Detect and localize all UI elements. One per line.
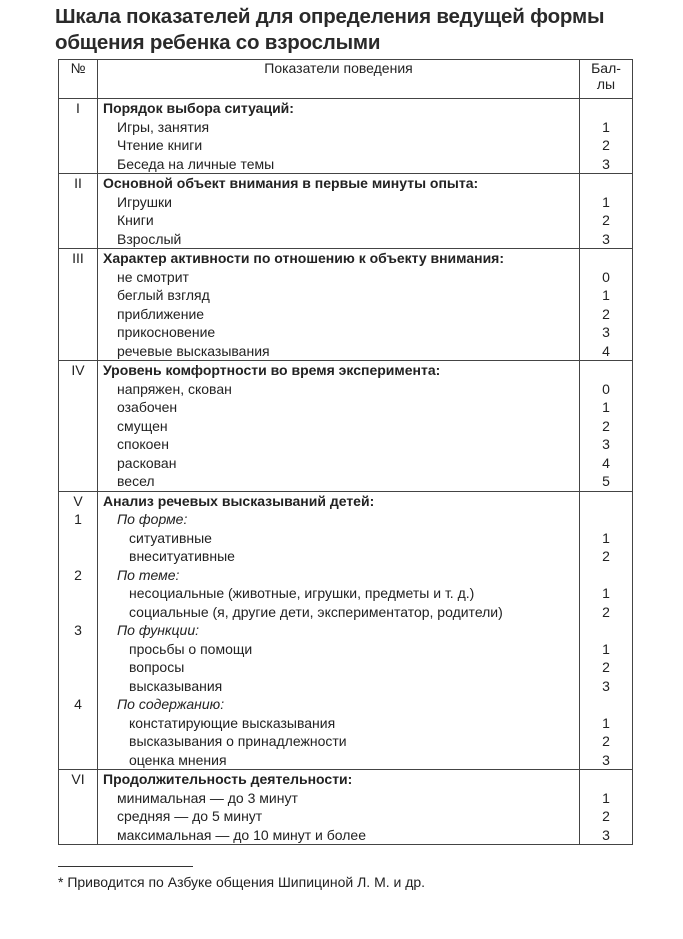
group-indicators-cell xyxy=(98,770,580,845)
indicators-table xyxy=(58,59,633,845)
indicator-label: средняя — до 5 минут xyxy=(117,808,263,824)
points-value: 3 xyxy=(602,324,610,340)
row-number xyxy=(59,547,97,566)
row-number xyxy=(59,603,97,622)
header-points xyxy=(580,60,633,99)
points-value: 3 xyxy=(602,751,610,768)
row-number xyxy=(59,230,97,249)
group-number: I xyxy=(76,100,80,116)
indicator-label: минимальная — до 3 минут xyxy=(117,789,298,806)
group-title: Характер активности по отношению к объекту внимания: xyxy=(103,250,505,266)
points-value: 4 xyxy=(602,454,610,471)
indicator-label: прикосновение xyxy=(117,324,216,340)
group-title-points-blank xyxy=(580,99,632,118)
points-value xyxy=(580,566,632,585)
group-number: III xyxy=(72,250,84,266)
subgroup-title: По функции: xyxy=(117,622,199,638)
row-number xyxy=(59,807,97,826)
group-points-cell xyxy=(580,249,633,361)
points-value: 2 xyxy=(602,212,610,228)
page-title: Шкала показателей для определения ведущей формы общения ребенка со взрослыми xyxy=(55,5,605,54)
indicator-label: раскован xyxy=(117,454,177,471)
indicator-label: озабочен xyxy=(117,399,178,415)
points-value: 2 xyxy=(602,733,610,749)
row-number xyxy=(59,454,97,473)
points-value: 2 xyxy=(602,808,610,824)
indicator-label: просьбы о помощи xyxy=(129,640,253,657)
row-number xyxy=(59,268,97,287)
row-number xyxy=(59,398,97,417)
subgroup-title: По форме: xyxy=(117,511,188,527)
indicator-label: вопросы xyxy=(129,659,185,675)
table-group xyxy=(59,770,633,845)
indicator-label: речевые высказывания xyxy=(117,342,270,359)
row-number xyxy=(59,118,97,137)
row-number xyxy=(59,714,97,733)
indicator-label: приближение xyxy=(117,305,205,322)
points-value: 1 xyxy=(602,714,610,731)
points-value xyxy=(580,695,632,714)
group-indicators-cell xyxy=(98,174,580,249)
row-number xyxy=(59,658,97,677)
group-title-points-blank xyxy=(580,174,632,193)
header-points-line2: лы xyxy=(596,76,616,92)
points-value: 1 xyxy=(602,789,610,806)
group-points-cell xyxy=(580,491,633,770)
points-value xyxy=(580,510,632,529)
group-title: Порядок выбора ситуаций: xyxy=(103,100,294,116)
table-group xyxy=(59,361,633,492)
indicator-label: оценка мнения xyxy=(129,751,227,768)
row-number xyxy=(59,472,97,491)
points-value: 2 xyxy=(602,603,610,620)
row-number: 3 xyxy=(74,622,82,638)
group-number-cell xyxy=(59,249,98,361)
group-title: Продолжительность деятельности: xyxy=(103,771,353,787)
indicator-label: Взрослый xyxy=(117,230,182,247)
indicator-label: ситуативные xyxy=(129,529,212,546)
points-value: 1 xyxy=(602,399,610,415)
group-title-points-blank xyxy=(580,361,632,380)
group-number: IV xyxy=(71,362,85,378)
indicator-label: Игрушки xyxy=(117,193,172,210)
row-number xyxy=(59,529,97,548)
row-number xyxy=(59,286,97,305)
row-number xyxy=(59,677,97,696)
points-value: 3 xyxy=(602,677,610,694)
group-indicators-cell xyxy=(98,99,580,174)
points-value: 2 xyxy=(602,137,610,153)
points-value: 2 xyxy=(602,305,610,322)
row-number xyxy=(59,751,97,770)
indicator-label: несоциальные (животные, игрушки, предметы и т. д.) xyxy=(129,585,475,601)
group-points-cell xyxy=(580,361,633,492)
group-number: V xyxy=(73,492,83,509)
indicator-label: высказывания xyxy=(129,677,223,694)
indicator-label: социальные (я, другие дети, экспериментатор, родители) xyxy=(129,603,503,620)
table-group xyxy=(59,249,633,361)
subgroup-title: По содержанию: xyxy=(117,696,225,712)
indicator-label: максимальная — до 10 минут и более xyxy=(117,826,366,843)
indicator-label: высказывания о принадлежности xyxy=(129,733,347,749)
indicator-label: смущен xyxy=(117,417,168,434)
group-number-cell xyxy=(59,174,98,249)
group-indicators-cell xyxy=(98,249,580,361)
indicator-label: не смотрит xyxy=(117,268,189,285)
points-value: 1 xyxy=(602,193,610,210)
points-value: 2 xyxy=(602,548,610,564)
indicator-label: Беседа на личные темы xyxy=(117,155,275,172)
group-indicators-cell xyxy=(98,491,580,770)
group-number: VI xyxy=(71,771,85,787)
table-header-row xyxy=(59,60,633,99)
row-number xyxy=(59,789,97,808)
row-number xyxy=(59,305,97,324)
table-group xyxy=(59,491,633,770)
row-number xyxy=(59,380,97,399)
group-title-points-blank xyxy=(580,770,632,789)
subgroup-title: По теме: xyxy=(117,566,180,583)
row-number xyxy=(59,211,97,230)
group-title: Основной объект внимания в первые минуты опыта: xyxy=(103,175,479,191)
indicator-label: Игры, занятия xyxy=(117,118,210,135)
footnote: * Приводится по Азбуке общения Шипициной Л. М. и др. xyxy=(58,874,426,890)
group-number-cell xyxy=(59,770,98,845)
points-value: 1 xyxy=(602,640,610,657)
points-value xyxy=(580,621,632,640)
row-number xyxy=(59,584,97,603)
points-value: 0 xyxy=(602,380,610,397)
points-value: 3 xyxy=(602,436,610,452)
group-title-points-blank xyxy=(580,249,632,268)
group-number: II xyxy=(74,175,82,191)
row-number xyxy=(59,826,97,845)
indicator-label: весел xyxy=(117,473,155,489)
indicator-label: беглый взгляд xyxy=(117,287,210,303)
table-group xyxy=(59,99,633,174)
points-value: 4 xyxy=(602,342,610,359)
points-value: 1 xyxy=(602,529,610,546)
group-number-cell xyxy=(59,361,98,492)
group-points-cell xyxy=(580,174,633,249)
group-indicators-cell xyxy=(98,361,580,492)
points-value: 1 xyxy=(602,585,610,601)
points-value: 1 xyxy=(602,118,610,135)
group-title-points-blank xyxy=(580,492,632,511)
indicator-label: Чтение книги xyxy=(117,137,203,153)
row-number: 4 xyxy=(74,696,82,712)
group-title: Уровень комфортности во время эксперимента: xyxy=(103,362,441,378)
points-value: 0 xyxy=(602,268,610,285)
group-title: Анализ речевых высказываний детей: xyxy=(103,492,375,509)
group-points-cell xyxy=(580,770,633,845)
points-value: 3 xyxy=(602,155,610,172)
points-value: 3 xyxy=(602,826,610,843)
header-indicators: Показатели поведения xyxy=(98,60,580,99)
row-number xyxy=(59,417,97,436)
table-group xyxy=(59,174,633,249)
indicator-label: констатирующие высказывания xyxy=(129,714,336,731)
row-number xyxy=(59,732,97,751)
group-number-cell xyxy=(59,491,98,770)
row-number xyxy=(59,193,97,212)
indicator-label: Книги xyxy=(117,212,154,228)
points-value: 2 xyxy=(602,659,610,675)
group-number-cell xyxy=(59,99,98,174)
header-number: № xyxy=(59,60,98,99)
row-number xyxy=(59,136,97,155)
row-number: 2 xyxy=(74,566,82,583)
indicator-label: внеситуативные xyxy=(129,548,235,564)
row-number xyxy=(59,640,97,659)
header-points-line1: Бал- xyxy=(591,60,621,76)
row-number xyxy=(59,155,97,174)
footnote-rule xyxy=(58,866,193,867)
row-number xyxy=(59,435,97,454)
indicator-label: спокоен xyxy=(117,436,169,452)
points-value: 5 xyxy=(602,473,610,489)
indicator-label: напряжен, скован xyxy=(117,380,232,397)
row-number xyxy=(59,323,97,342)
points-value: 1 xyxy=(602,287,610,303)
row-number xyxy=(59,342,97,361)
points-value: 2 xyxy=(602,417,610,434)
row-number: 1 xyxy=(74,511,82,527)
points-value: 3 xyxy=(602,230,610,247)
group-points-cell xyxy=(580,99,633,174)
